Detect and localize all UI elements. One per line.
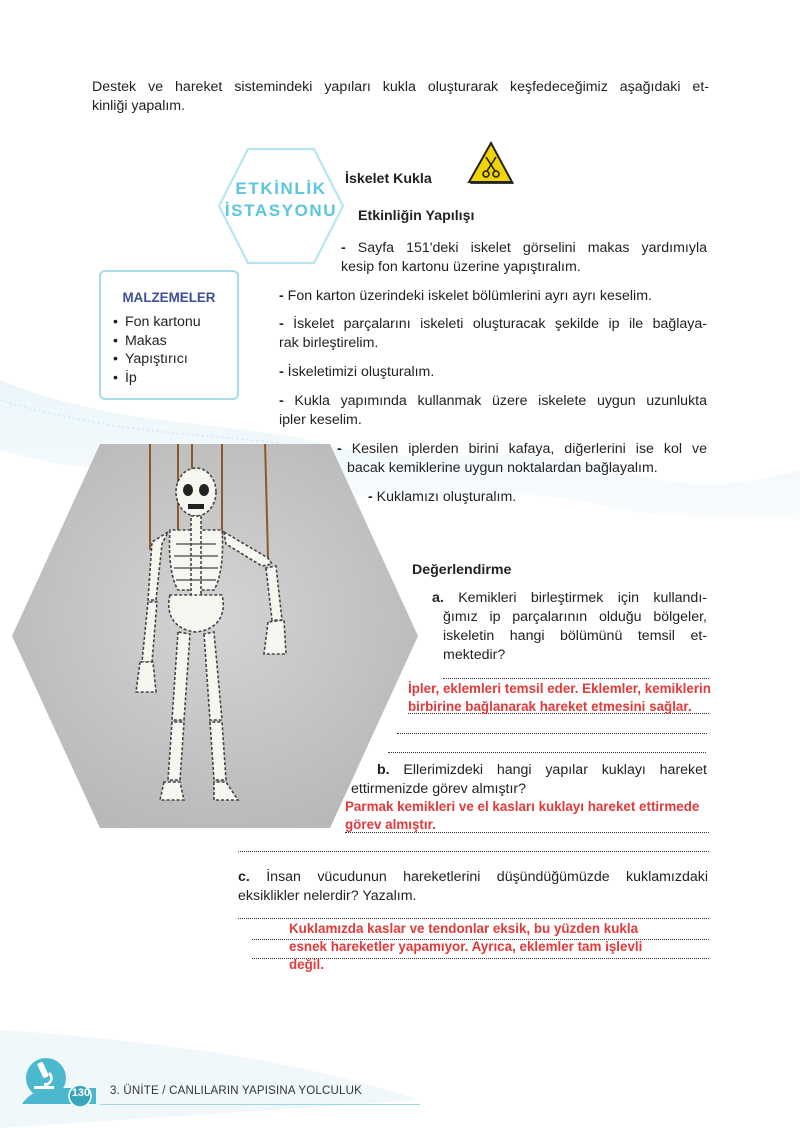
answer-line xyxy=(443,678,709,679)
step-6-line-2: bacak kemiklerine uygun noktalardan bağlayalım. xyxy=(347,460,658,476)
question-a xyxy=(432,589,707,665)
steps-title: Etkinliğin Yapılışı xyxy=(358,208,475,224)
answer-c-line-1: Kuklamızda kaslar ve tendonlar eksik, bu yüzden kukla xyxy=(289,921,639,936)
question-a-line-4: mektedir? xyxy=(443,647,506,663)
step-6-line-1: Kesilen iplerden birini kafaya, diğerlerini ise kol ve xyxy=(351,441,707,457)
answer-c-line-3: değil. xyxy=(289,957,324,972)
materials-item: • Fon kartonu xyxy=(113,314,201,330)
page-number: 130 xyxy=(71,1087,91,1099)
materials-box xyxy=(99,270,239,400)
step-3: - İskelet parçalarını iskeleti oluşturacak şekilde ip ile bağlaya- rak birleştirelim. xyxy=(279,316,707,351)
answer-c xyxy=(289,920,689,974)
question-c-label: c. xyxy=(238,869,250,885)
step-3-line-2: rak birleştirelim. xyxy=(279,335,379,351)
question-a-line-1: Kemikleri birleştirmek için kullandı- xyxy=(458,590,707,606)
question-a-label: a. xyxy=(432,590,444,606)
unit-title: 3. ÜNİTE / CANLILARIN YAPISINA YOLCULUK xyxy=(110,1085,362,1097)
materials-title: MALZEMELER xyxy=(122,290,216,305)
step-4: - İskeletimizi oluşturalım. xyxy=(279,364,435,380)
answer-b-line-1: Parmak kemikleri ve el kasları kuklayı hareket ettirmede xyxy=(345,799,700,814)
step-7-line-1: Kuklamızı oluşturalım. xyxy=(376,489,517,505)
evaluation-title: Değerlendirme xyxy=(412,562,512,578)
step-4-line-1: İskeletimizi oluşturalım. xyxy=(287,364,435,380)
intro-text xyxy=(92,78,709,116)
answer-a-line-2: birbirine bağlanarak hareket etmesini sağlar. xyxy=(408,699,692,714)
answer-line xyxy=(238,851,709,852)
step-5: - Kukla yapımında kullanmak üzere iskelete uygun uzunlukta ipler keselim. xyxy=(279,393,708,428)
question-a-line-2: ğımız ip parçalarının olduğu bölgeler, xyxy=(443,609,707,625)
materials-item: • İp xyxy=(113,369,137,386)
answer-a-line-1: İpler, eklemleri temsil eder. Eklemler, kemiklerin xyxy=(408,681,711,696)
answer-line xyxy=(238,918,709,919)
question-b-line-1: Ellerimizdeki hangi yapılar kuklayı hareket xyxy=(403,762,707,778)
activity-title: İskelet Kukla xyxy=(345,171,432,187)
step-5-line-2: ipler keselim. xyxy=(279,412,362,428)
step-6: - Kesilen iplerden birini kafaya, diğerlerini ise kol ve bacak kemiklerine uygun noktalardan bağlayalım. xyxy=(337,441,707,476)
question-c-line-2: eksiklikler nelerdir? Yazalım. xyxy=(238,888,417,904)
question-c xyxy=(238,868,708,906)
step-1-line-2: kesip fon kartonu üzerine yapıştıralım. xyxy=(341,259,581,275)
answer-a xyxy=(408,680,768,716)
step-7: - Kuklamızı oluşturalım. xyxy=(368,489,517,505)
step-5-line-1: Kukla yapımında kullanmak üzere iskelete uygun uzunlukta xyxy=(294,393,708,409)
question-a-line-3: iskeletin hangi bölümünü temsil et- xyxy=(443,628,707,644)
footer-rule xyxy=(100,1104,420,1105)
answer-b-line-2: görev almıştır. xyxy=(345,817,436,832)
intro-line-2: kinliği yapalım. xyxy=(92,98,186,114)
answer-c-line-2: esnek hareketler yapamıyor. Ayrıca, eklemler tam işlevli xyxy=(289,939,643,954)
answer-line xyxy=(397,733,707,734)
station-line-2: İSTASYONU xyxy=(224,201,338,220)
question-c-line-1: İnsan vücudunun hareketlerini düşündüğümüzde kuklamızdaki xyxy=(266,869,708,885)
materials-list xyxy=(113,313,237,387)
answer-line xyxy=(388,752,706,753)
step-1-line-1: Sayfa 151'deki iskelet görselini makas yardımıyla xyxy=(357,240,707,256)
materials-item: • Yapıştırıcı xyxy=(113,351,188,367)
step-1: - Sayfa 151'deki iskelet görselini makas yardımıyla kesip fon kartonu üzerine yapıştıralım. xyxy=(341,240,707,275)
microscope-icon xyxy=(20,1052,96,1108)
question-b-line-2: ettirmenizde görev almıştır? xyxy=(351,781,527,797)
step-2: - Fon karton üzerindeki iskelet bölümlerini ayrı ayrı keselim. xyxy=(279,288,652,304)
step-2-line-1: Fon karton üzerindeki iskelet bölümlerini ayrı ayrı keselim. xyxy=(287,288,652,304)
step-3-line-1: İskelet parçalarını iskeleti oluşturacak şekilde ip ile bağlaya- xyxy=(293,316,707,332)
station-label xyxy=(216,178,346,222)
materials-item: • Makas xyxy=(113,332,167,349)
question-b-label: b. xyxy=(377,762,390,778)
question-b xyxy=(351,761,707,799)
station-line-1: ETKİNLİK xyxy=(235,179,327,198)
warning-scissors-icon xyxy=(466,141,516,187)
intro-line-1: Destek ve hareket sistemindeki yapıları kukla oluşturarak keşfedeceğimiz aşağıdaki et- xyxy=(92,79,709,95)
answer-b xyxy=(345,798,765,834)
